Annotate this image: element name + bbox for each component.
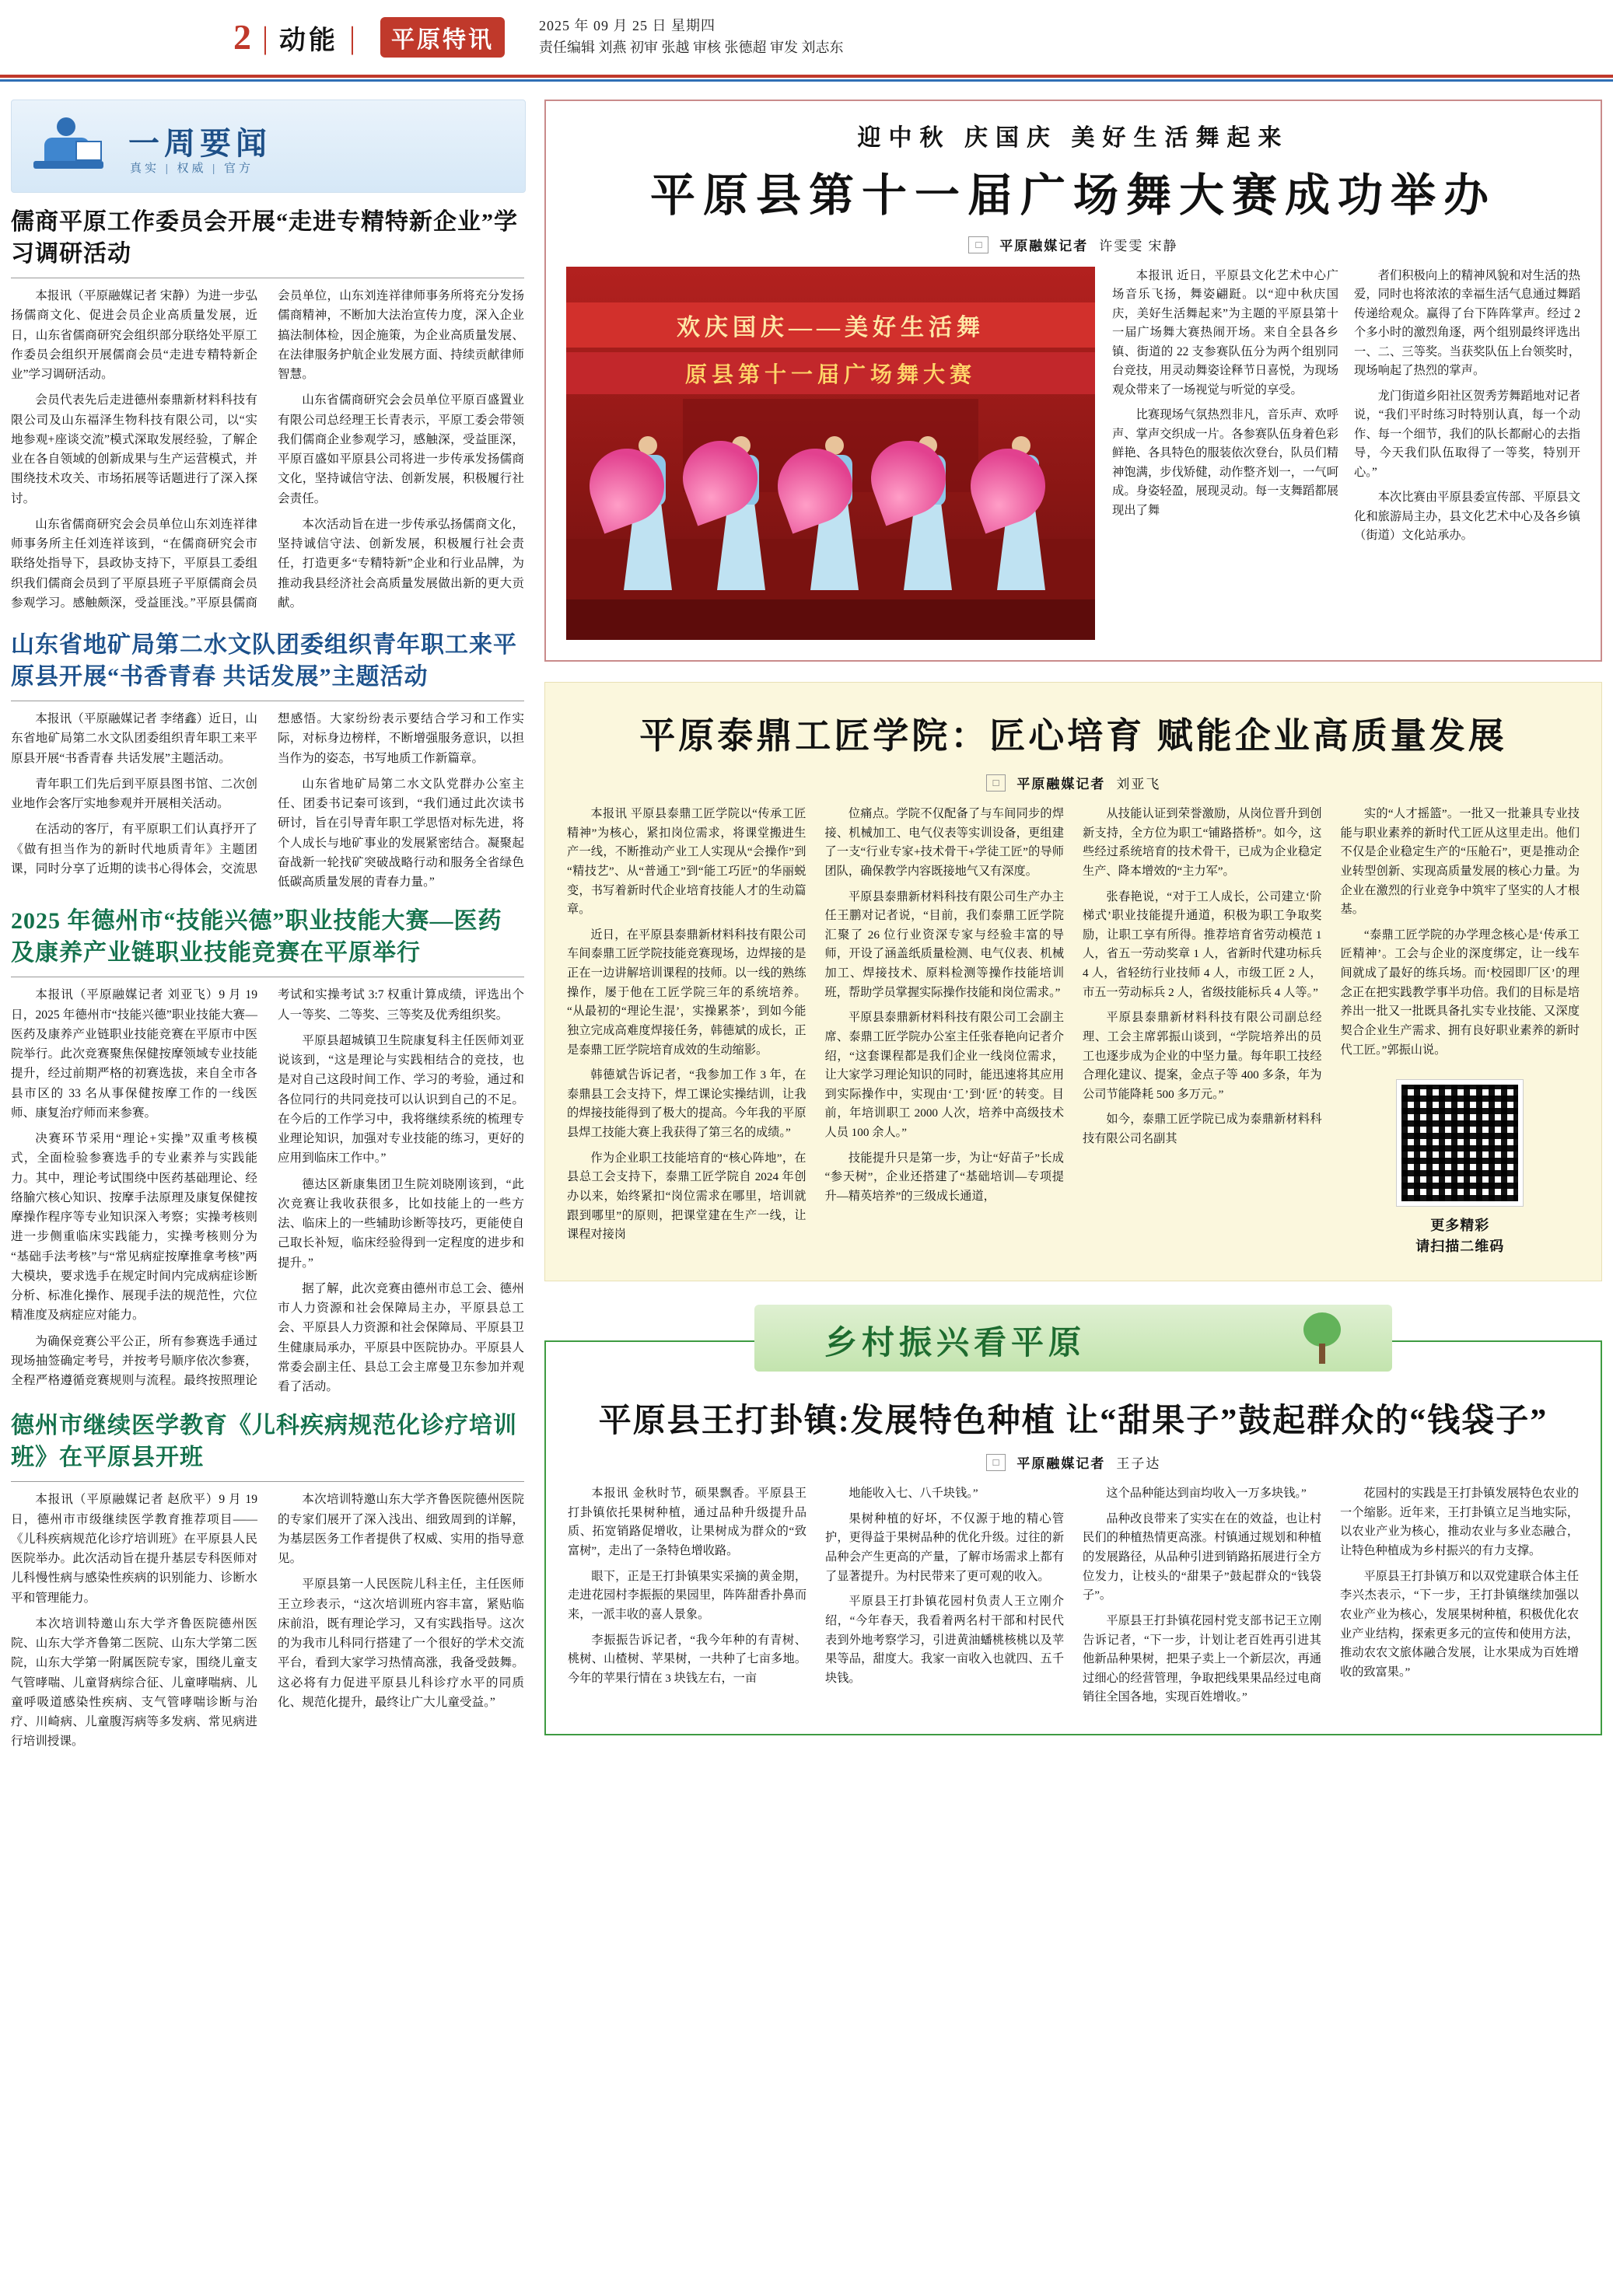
village-banner-wrap [544,1305,1602,1372]
paragraph: 本报讯（平原融媒记者 赵欣平）9 月 19 日，德州市市级继续医学教育推荐项目——《儿科疾病规范化诊疗培训班》在平原县人民医院举办。此次活动旨在提升基层专科医师对儿科慢性病与感染性疾病的识别能力、诊断水平和管理能力。 [11,1493,257,1605]
qr-block [1341,1080,1580,1257]
paragraph: 本报讯（平原融媒记者 刘亚飞）9 月 19 日，2025 年德州市“技能兴德”职业技能大赛—医药及康养产业链职业技能竞赛在平原市中医院举行。此次竞赛聚焦保健按摩领域专业技能提升，经过前期严格的初赛选拔，来自全市各县市区的 33 名从事保健按摩工作的一线医师、康复治疗师而来参赛。 [11,988,257,1120]
craft-academy-article [544,682,1602,1281]
article-title-3: 2025 年德州市“技能兴德”职业技能大赛—医药及康养产业链职业技能竞赛在平原举行 [11,908,502,966]
village-banner-title: 乡村振兴看平原 [824,1326,1086,1362]
left-column [11,100,524,1752]
feature-text [1112,267,1580,640]
yellow-column-1 [567,805,806,1257]
masthead-separator: | [262,19,269,55]
paragraph: 平原县泰鼎新材料科技有限公司工会副主席、泰鼎工匠学院办公室主任张春艳向记者介绍，“这套课程都是我们企业一线岗位需求，让大家学习理论知识的同时，能迅速将其应用到实际操作中，实现由‘工’到‘匠’的转变。目前，年培训职工 2000 人次，培养中高级技术人员 100 余人。” [824,1011,1064,1139]
byline-tag-icon: □ [968,236,988,253]
paragraph: 本次活动旨在进一步传承弘扬儒商文化，坚持诚信守法、创新发展，积极履行社会责任，打造更多“专精特新”企业和行业品牌，为推动我县经济社会高质量发展做出新的更大贡献。 [278,517,524,610]
page-number: 2 [233,17,251,57]
paragraph: 本次比赛由平原县委宣传部、平原县文化和旅游局主办，县文化艺术中心及各乡镇（街道）文化站承办。 [1354,491,1580,543]
weekly-highlights-subtitle: 真实 | 权威 | 官方 [130,163,254,175]
paragraph: 平原县泰鼎新材料科技有限公司生产办主任王鹏对记者说，“目前，我们泰鼎工匠学院汇聚了 26 位行业资深专家与经验丰富的导师，开设了涵盖纸质量检测、电气仪表、机械加工、焊接技术、原料检测等操作技能培训班，帮助学员掌握实际操作技能和岗位需求。” [824,889,1064,999]
right-column [544,100,1602,1735]
byline-reporter: 许雯雯 宋静 [1099,239,1178,253]
masthead [0,0,1613,75]
paragraph: 这个品种能达到亩均收入一万多块钱。” [1106,1487,1307,1501]
village-revitalization-banner [754,1305,1392,1372]
yellow-column-2 [825,805,1065,1257]
yellow-column-4 [1341,805,1580,1257]
paragraph: 德达区新康集团卫生院刘晓刚该到，“此次竞赛让我收获很多，比如技能上的一些方法、临床上的一些辅助诊断等技巧，更能使自己取长补短，临床经验得到一定程度的进步和提升。” [278,1177,524,1270]
paragraph: 眼下，正是王打卦镇果实采摘的黄金期，走进花园村李振振的果园里，阵阵甜香扑鼻而来，一派丰收的喜人景象。 [568,1569,806,1621]
publication-logo: 平原特讯 [380,17,505,58]
paragraph: 地能收入七、八千块钱。” [848,1487,978,1501]
byline-tag-icon: □ [986,774,1006,792]
paragraph: 比赛现场气氛热烈非凡，音乐声、欢呼声、掌声交织成一片。各参赛队伍身着色彩鲜艳、各具特色的服装依次登台，队员们精神饱满，步伐矫健，动作整齐划一，一气呵成。身姿轻盈，展现灵动。每一支舞蹈都展现出了舞 [1112,408,1338,517]
paragraph: 韩德斌告诉记者，“我参加工作 3 年，在泰鼎县工会支持下，焊工课论实操结训，让我的焊接技能得到了极大的提高。今年我的平原县焊工技能大赛上我获得了第三名的成绩。” [567,1068,806,1139]
yellow-column-3 [1083,805,1322,1257]
paragraph: 品种改良带来了实实在在的效益，也让村民们的种植热情更高涨。村镇通过规划和种植的发展路径，从品种引进到销路拓展进行全方位发力，让枝头的“甜果子”鼓起群众的“钱袋子”。 [1083,1511,1321,1602]
publication-date: 2025 年 09 月 25 日 星期四 [539,18,716,34]
stage-banner-line-1: 欢庆国庆——美好生活舞 [566,302,1095,348]
paragraph: 从技能认证到荣誉激励，从岗位晋升到创新支持，全方位为职工“铺路搭桥”。如今，这些经过系统培育的技术骨干，已成为企业稳定生产、降本增效的“主力军”。 [1083,807,1322,878]
paragraph: 近日，在平原县泰鼎新材料科技有限公司车间泰鼎工匠学院技能竞赛现场，边焊接的是正在一边讲解培训课程的技师。以一线的熟练操作，屡于他在工匠学院三年的系统培养。“从最初的“理论生混’，实操累茶’，到如今能独立完成高难度焊接任务，韩德斌的成长，正是泰鼎工匠学院培育成效的生动缩影。 [567,928,806,1057]
paragraph: 平原县王打卦镇花园村党支部书记王立刚告诉记者，“下一步，计划让老百姓再引进其他新品种果树，把果子卖上一个新层次，再通过细心的经营管理，争取把线果果品经过电商销往全国各地，实现百姓增收。” [1083,1613,1321,1704]
qr-caption-line-1: 更多精彩 [1430,1218,1490,1234]
weekly-highlights-banner [11,100,526,193]
stage-banner-line-2: 原县第十一届广场舞大赛 [566,352,1095,394]
byline-tag-icon: □ [986,1454,1006,1471]
paragraph: 决赛环节采用“理论+实操”双重考核模式，全面检验参赛选手的专业素养与实践能力。其中，理论考试围绕中医药基础理论、经络腧穴核心知识、按摩手法原理及康复保健按摩操作程序等专业知识深入考察；实操考核则进一步侧重临床实践能力，实操考核则分为“基础手法考核”与“常见病症按摩推拿考核”两大模块，要求选手在规定时间内完成病症诊断分析、标准化操作、展现手法的规范性，穴位精准度及病症应对能力。 [11,1132,257,1323]
yellow-byline [567,773,1580,792]
paragraph: 平原县王打卦镇花园村负责人王立刚介绍，“今年春天，我看着两名村干部和村民代表到外地考察学习，引进黄油蟠桃核桃以及苹果等品，甜度大。我家一亩收入也就四、五千块钱。 [825,1595,1064,1685]
byline-reporter: 王子达 [1116,1456,1161,1472]
paragraph: 花园村的实践是王打卦镇发展特色农业的一个缩影。近年来，王打卦镇立足当地实际，以农业产业为核心，推动农业与多业态融合，让特色种植成为乡村振兴的有力支撑。 [1340,1487,1579,1557]
qr-code-icon[interactable] [1397,1080,1523,1206]
feature-photo [566,267,1095,640]
stage-floor-front [566,599,1095,640]
paragraph: 山东省儒商研究会会员单位平原百盛置业有限公司总经理王长青表示，平原工委会带领我们儒商企业参观学习，感触深，受益匪深，平原百盛如平原县公司将进一步传承发扬儒商文化，坚持诚信守法、创新发展，积极履行社会责任。 [278,393,524,505]
article-body-2 [11,709,524,892]
paragraph: 本报讯（平原融媒记者 李绪鑫）近日，山东省地矿局第二水文队团委组织青年职工来平原县开展“书香青春 共话发展”主题活动。 [11,712,257,765]
paragraph: 果树种植的好坏，不仅源于地的精心管护，更得益于果树品种的优化升级。过往的新品种会产生更高的产量，了解市场需求上都有了显著提升。为村民带来了更可观的收入。 [825,1511,1064,1583]
village-article [544,1340,1602,1735]
article-title-4: 德州市继续医学教育《儿科疾病规范化诊疗培训班》在平原县开班 [11,1413,517,1470]
section-title: 动能 [279,26,339,55]
paragraph: 青年职工们先后到平原县图书馆、二次创业地作会客厅实地参观并开展相关活动。 [11,777,257,810]
paragraph: 平原县第一人民医院儿科主任，主任医师王立珍表示，“这次培训班内容丰富，紧贴临床前沿，既有理论学习，又有实践指导。这次的为我市儿科同行搭建了一个很好的学术交流平台，看到大家学习热情高涨，我备受鼓舞。这必将有力促进平原县儿科诊疗水平的同质化、规范化提升，最终让广大儿童受益。” [278,1578,524,1709]
paragraph: 如今，泰鼎工匠学院已成为泰鼎新材料科技有限公司名副其 [1083,1113,1322,1145]
paragraph: 本次培训特邀山东大学齐鲁医院德州医院、山东大学齐鲁第二医院、山东大学第二医院，山东大学第一附属医院专家，围绕儿童支气管哮喘、儿童肾病综合征、儿童哮喘病、儿童呼吸道感染性疾病、支气管哮喘诊断与治疗、川崎病、儿童腹泻病等多发病、常见病进行培训授课。 [11,1616,257,1749]
green-byline [568,1452,1579,1472]
byline-outlet: 平原融媒记者 [1016,1456,1106,1472]
paragraph: 张春艳说，“对于工人成长，公司建立‘阶梯式’职业技能提升通道，积极为职工争取奖励，让职工享有所得。推荐培育省劳动模范 1 人，省五一劳动奖章 1 人，省新时代建功标兵 4 人，省轻纺行业技师 4 人，市级工匠 2 人，市五一劳动标兵 2 人，省级技能标兵 4 人等。” [1083,889,1322,999]
article-title-2: 山东省地矿局第二水文队团委组织青年职工来平原县开展“书香青春 共话发展”主题活动 [11,632,517,690]
masthead-rule-blue [0,79,1613,82]
green-column-3 [1083,1484,1321,1714]
paragraph: 作为企业职工技能培育的“核心阵地”，在县总工会支持下，泰鼎工匠学院自 2024 年创办以来，始终紧扣“岗位需求在哪里，培训就跟到哪里”的原则，把课堂建在生产一线，让课程对接岗 [567,1151,806,1242]
paragraph: 位痛点。学院不仅配备了与车间同步的焊接、机械加工、电气仪表等实训设备，更组建了一支“行业专家+技术骨干+学徒工匠”的导师团队，确保教学内容既接地气又有深度。 [824,807,1064,878]
paragraph: 者们积极向上的精神风貌和对生活的热爱，同时也将浓浓的幸福生活气息通过舞蹈传递给观众。赢得了台下阵阵掌声。经过 2 个多小时的激烈角逐，两个组别最终评选出一、二、三等奖。当获奖队伍上台领奖时，现场响起了热烈的掌声。 [1354,269,1580,378]
desk-person-illustration-icon [30,114,108,178]
byline-reporter: 刘亚飞 [1116,777,1161,792]
masthead-meta [539,16,844,59]
paragraph: 山东省地矿局第二水文队党群办公室主任、团委书记秦可该到，“我们通过此次读书研讨，旨在引导青年职工学思悟对标先进，将个人成长与地矿事业的发展紧密结合。凝聚起奋战新一轮找矿突破战略行动和服务全省绿色低碳高质量发展的青春力量。” [278,777,524,889]
paragraph: 技能提升只是第一步，为让“好苗子”长成“参天树”，企业还搭建了“基础培训—专项提升—精英培养”的三级成长通道， [824,1151,1064,1203]
paragraph: 本报讯 金秋时节，硕果飘香。平原县王打卦镇依托果树种植，通过品种升级提升品质、拓宽销路促增收，让果树成为群众的“致富树”，走出了一条特色增收路。 [568,1487,806,1557]
paragraph: 李振振告诉记者，“我今年种的有青树、桃树、山楂树、苹果树，一共种了七亩多地。今年的苹果行情在 3 块钱左右，一亩 [568,1633,806,1685]
paragraph: 平原县王打卦镇万和以双党建联合体主任李兴杰表示，“下一步，王打卦镇继续加强以农业产业为核心，发展果树种植，积极优化农业产业结构，探索更多元的宣传和使用方法，推动农农文旅体融合发展，让水果成为百姓增收的致富果。” [1340,1569,1579,1679]
paragraph: 本次培训特邀山东大学齐鲁医院德州医院的专家们展开了深入浅出、细致周到的详解，为基层医务工作者提供了权威、实用的指导意见。 [278,1493,524,1565]
green-column-4 [1340,1484,1579,1714]
paragraph: 山东省儒商研究会会员单位山东刘连祥律师事务所主任刘连祥该到，“在儒商研究会市联络处指导下，县政协支持下，平原县工委组织我们儒商会员到了平原县班子平原儒商会员参观学习。感触颇深，受益匪浅。”平原县儒商会员单位，山东刘连祥律师事务所将充分发扬儒商精神，不断加大法治宣传力度，深入企业搞法制体检，因企施策，为企业高质量发展、在法律服务护航企业发展方面、持续贡献律师智慧。 [11,289,524,610]
feature-byline [566,235,1580,254]
tree-icon [1299,1312,1345,1364]
paragraph: 本报讯 近日，平原县文化艺术中心广场音乐飞扬，舞姿翩跹。以“迎中秋庆国庆，美好生活舞起来”为主题的平原县第十一届广场舞大赛热闹开场。来自全县各乡镇、街道的 22 支参赛队伍分为两个组别同台竞技，用灵动舞姿诠释节日喜悦，为现场观众带来了一场视觉与听觉的享受。 [1112,269,1338,397]
paragraph: 会员代表先后走进德州泰鼎新材料科技有限公司及山东福泽生物科技有限公司，以“实地参观+座谈交流”模式深取发展经验，了解企业在各自领域的创新成果与生产运营模式，并围绕技术攻关、市场拓展等话题进行了深入探讨。 [11,393,257,505]
weekly-highlights-title: 一周要闻 [128,126,271,161]
feature-article [544,100,1602,662]
paragraph: 据了解，此次竞赛由德州市总工会、德州市人力资源和社会保障局主办，平原县总工会、平原县人力资源和社会保障局、平原县卫生健康局承办，平原县中医院协办。平原县人常委会副主任、县总工会主席曼卫东参加并观看了活动。 [278,1281,524,1393]
paragraph: 本报讯 平原县泰鼎工匠学院以“传承工匠精神”为核心，紧扣岗位需求，将课堂搬进生产一线，不断推动产业工人实现从“会操作”到“精技艺”、从“普通工”到“能工巧匠”的华丽蜕变，书写着新时代企业培育技能人才的生动篇章。 [567,807,806,917]
paragraph: 为确保竞赛公平公正，所有参赛选手通过现场抽签确定考号，并按考号顺序依次参赛，全程严格遵循竞赛规则与流程。最终按照理论考试和实操考试 3:7 权重计算成绩，评选出个人一等奖、二等奖、三等奖及优秀组织奖。 [11,988,524,1387]
qr-caption-line-2: 请扫描二维码 [1415,1239,1505,1255]
green-column-2 [825,1484,1064,1714]
feature-kicker: 迎中秋 庆国庆 美好生活舞起来 [857,125,1289,151]
paragraph: 平原县超城镇卫生院康复科主任医师刘亚说该到，“这是理论与实践相结合的竞技，也是对自己这段时间工作、学习的考验，通过和各位同行的共同竞技可以认识到自己的不足。在今后的工作学习中，我将继续系统的梳理专业理论知识，加强对专业技能的练习，更好的应用到临床工作中。” [278,1033,524,1165]
feature-title: 平原县第十一届广场舞大赛成功举办 [649,170,1496,221]
article-title-1: 儒商平原工作委员会开展“走进专精特新企业”学习调研活动 [11,209,518,267]
editorial-staff: 责任编辑 刘燕 初审 张越 审核 张德超 审发 刘志东 [539,40,844,55]
green-article-title: 平原县王打卦镇:发展特色种植 让“甜果子”鼓起群众的“钱袋子” [598,1403,1548,1440]
paragraph: 平原县泰鼎新材料科技有限公司副总经理、工会主席郭振山谈到，“学院培养出的员工也逐步成为企业的中坚力量。每年职工技经合理化建议、提案，金点子等 400 多条，年为公司节能降耗 500 多万元。” [1083,1011,1322,1101]
paragraph: 在活动的客厅，有平原职工们认真抒开了《做有担当作为的新时代地质青年》主题团课，同时分享了近期的读书心得体会，交流思想感悟。大家纷纷表示要结合学习和工作实际，对标身边榜样，不断增强服务意识，以担当作为的姿态，书写地质工作新篇章。 [11,712,524,875]
byline-outlet: 平原融媒记者 [999,239,1089,253]
byline-outlet: 平原融媒记者 [1016,777,1106,792]
masthead-rule-red [0,75,1613,78]
article-body-3 [11,985,524,1396]
green-column-1 [568,1484,806,1714]
article-body-4 [11,1490,524,1751]
yellow-article-title: 平原泰鼎工匠学院：匠心培育 赋能企业高质量发展 [639,716,1507,756]
divider [11,1481,524,1482]
article-body-1 [11,286,524,616]
paragraph: 实的“人才摇篮”。一批又一批兼具专业技能与职业素养的新时代工匠从这里走出。他们不仅是企业稳定生产的“压舱石”，更是推动企业转型创新、实现高质量发展的核心力量。为企业在激烈的行业竞争中筑牢了坚实的人才根基。 [1340,807,1580,917]
paragraph: 龙门街道乡阳社区贺秀芳舞蹈地对记者说，“我们平时练习时特别认真，每一个动作、每一个细节，我们的队长都耐心的去指导，今天我们队伍取得了一等奖，特别开心。” [1354,389,1580,479]
paragraph: 本报讯（平原融媒记者 宋静）为进一步弘扬儒商文化、促进会员企业高质量发展，近日，山东省儒商研究会组织部分联络处平原工作委员会组织开展儒商会员“走进专精特新企业”学习调研活动。 [11,289,257,381]
paragraph: “泰鼎工匠学院的办学理念核心是‘传承工匠精神’。工会与企业的深度绑定，让一线车间就成了最好的练兵场。而‘校园即厂区’的理念正在把实践教学事半功倍。我们的目标是培养出一批又一批既具备扎实专业技能、又深度契合企业生产需求、拥有良好职业素养的新时代工匠。”郭振山说。 [1340,928,1580,1057]
masthead-separator-2: | [349,19,356,55]
